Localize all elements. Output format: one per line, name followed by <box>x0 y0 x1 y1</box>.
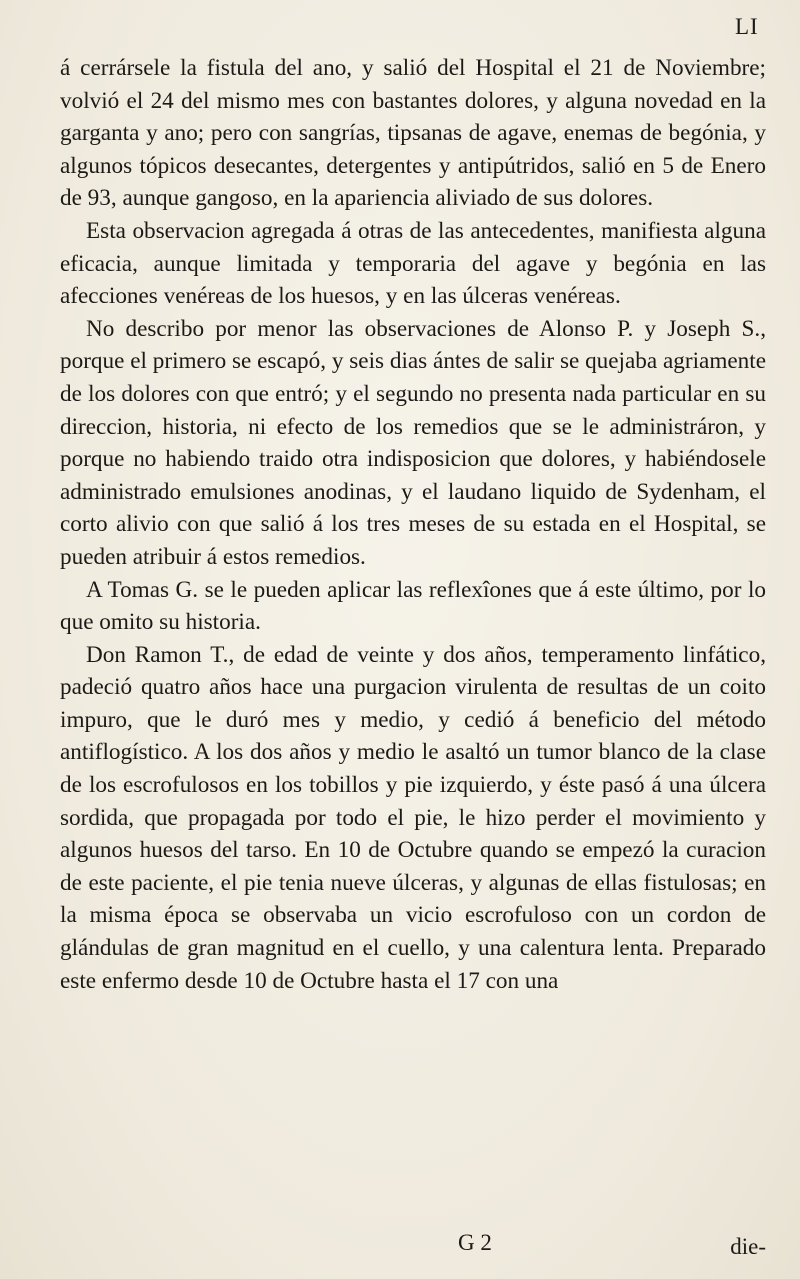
paragraph-2: Esta observacion agregada á otras de las antecedentes, manifiesta alguna eficacia, aunque limitada y temporaria del agave y begónia en las afecciones venéreas de los huesos, y en las úlceras venéreas. <box>60 217 766 310</box>
paragraph-5: Don Ramon T., de edad de veinte y dos años, temperamento linfático, padeció quatro años hace una purgacion virulenta de resultas de un coito impuro, que le duró mes y medio, y cedió á beneficio del método antiflogístico. A los dos años y medio le asaltó un tumor blanco de la clase de los escrofulosos en los tobillos y pie izquierdo, y éste pasó á una úlcera sordida, que propagada por todo el pie, le hizo perder el movimiento y algunos huesos del tarso. En 10 de Octubre quando se empezó la curacion de este paciente, el pie tenia nueve úlceras, y algunas de ellas fistulosas; en la misma época se observaba un vicio escrofuloso con un cordon de glándulas de gran magnitud en el cuello, y una calentura lenta. Preparado este enfermo desde 10 de Octubre hasta el 17 con una <box>60 641 766 994</box>
signature-mark: G 2 <box>458 1230 492 1255</box>
catchword: die- <box>730 1234 766 1259</box>
paragraph-3: No describo por menor las observaciones de Alonso P. y Joseph S., porque el primero se escapó, y seis dias ántes de salir se quejaba agriamente de los dolores con que entró; y el segundo no presenta nada particular en su direccion, historia, ni efecto de los remedios que se le administráron, y porque no habiendo traido otra indisposicion que dolores, y habiéndosele administrado emulsiones anodinas, y el laudano liquido de Sydenham, el corto alivio con que salió á los tres meses de su estada en el Hospital, se pueden atribuir á estos remedios. <box>60 315 766 570</box>
page-footer <box>60 1230 766 1266</box>
paragraph-1: á cerrársele la fistula del ano, y salió del Hospital el 21 de Noviembre; volvió el 24 del mismo mes con bastantes dolores, y alguna novedad en la garganta y ano; pero con sangrías, tipsanas de agave, enemas de begónia, y algunos tópicos desecantes, detergentes y antipútridos, salió en 5 de Enero de 93, aunque gangoso, en la apariencia aliviado de sus dolores. <box>60 55 766 212</box>
page-number: LI <box>735 14 759 39</box>
body-text <box>60 52 766 997</box>
paragraph-4: A Tomas G. se le pueden aplicar las reflexîones que á este último, por lo que omito su historia. <box>60 576 766 636</box>
